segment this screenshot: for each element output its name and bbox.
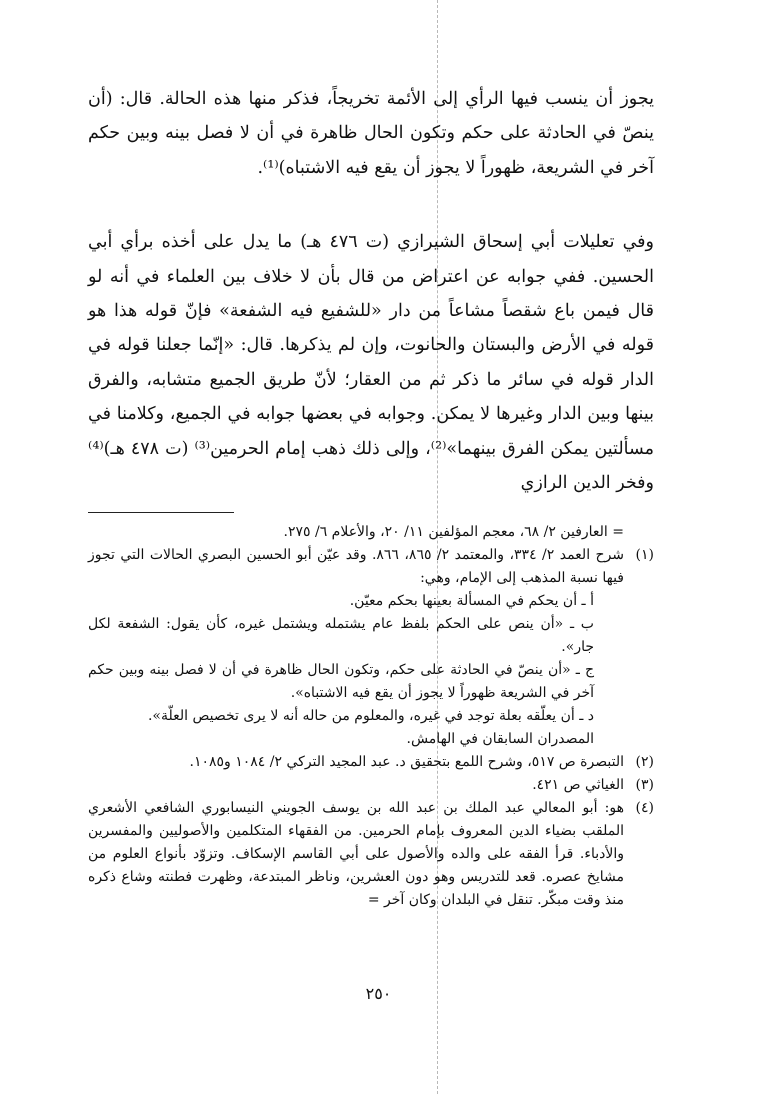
footnote-item-a: أ ـ أن يحكم في المسألة بعينها بحكم معيّن.	[349, 593, 594, 610]
footnote-text: الغياثي ص ٤٢١.	[532, 777, 624, 794]
footnote-marker: (٤)	[635, 800, 654, 817]
book-page	[88, 82, 654, 1032]
footnote-3	[88, 774, 654, 797]
footnote-item-d: د ـ أن يعلّقه بعلة توجد في غيره، والمعلوم من حاله أنه لا يرى تخصيص العلّة».	[147, 708, 594, 725]
footnotes	[88, 521, 654, 912]
main-paragraph-1: يجوز أن ينسب فيها الرأي إلى الأئمة تخريجاً، فذكر منها هذه الحالة. قال: (أن ينصّ في الحادثة على حكم وتكون الحال ظاهرة في أن لا فصل بينه وبين حكم آخر في الشريعة، ظهوراً لا يجوز أن يقع فيه الاشتباه)⁽¹⁾.	[88, 89, 654, 178]
footnote-continuation: = العارفين ٢/ ٦٨، معجم المؤلفين ١١/ ٢٠، والأعلام ٦/ ٢٧٥.	[283, 524, 624, 541]
footnote-body	[88, 544, 624, 751]
footnote-separator	[88, 512, 234, 513]
footnote-marker: (٢)	[635, 754, 654, 771]
footnote-text: التبصرة ص ٥١٧، وشرح اللمع بتحقيق د. عبد المجيد التركي ٢/ ١٠٨٤ و١٠٨٥.	[189, 754, 624, 771]
footnote-item-sources: المصدران السابقان في الهامش.	[406, 731, 594, 748]
footnote-item-c: ج ـ «أن ينصّ في الحادثة على حكم، وتكون الحال ظاهرة في أن لا فصل بينه وبين حكم آخر في الشريعة ظهوراً لا يجوز أن يقع فيه الاشتباه».	[88, 662, 594, 702]
footnote-4	[88, 797, 654, 912]
footnote-item-b: ب ـ «أن ينص على الحكم بلفظ عام يشتمله ويشتمل غيره، كأن يقول: الشفعة لكل جار».	[88, 616, 594, 656]
footnote-1	[88, 544, 654, 751]
footnote-2	[88, 751, 654, 774]
footnote-text: شرح العمد ٢/ ٣٣٤، والمعتمد ٢/ ٨٦٥، ٨٦٦. وقد عيّن أبو الحسين البصري الحالات التي تجوز فيها نسبة المذهب إلى الإمام، وهي:	[88, 547, 625, 587]
footnote-marker: (٣)	[635, 777, 654, 794]
footnote-marker: (١)	[635, 547, 654, 564]
page-number: ٢٥٠	[365, 984, 392, 1003]
main-paragraph-2: وفي تعليلات أبي إسحاق الشيرازي (ت ٤٧٦ هـ) ما يدل على أخذه برأي أبي الحسين. ففي جوابه عن اعتراض من قال بأن لا خلاف بين العلماء في أنه لو قال فيمن باع شقصاً مشاعاً من دار «للشفيع فيه الشفعة» فإنّ قوله هذا هو قوله في الأرض والبستان والحانوت، وإن لم يذكرها. قال: «إنّما جعلنا قوله في الدار قوله في سائر ما ذكر ثم من العقار؛ لأنّ طريق الجميع متشابه، والفرق بينها وبين الدار وغيرها لا يمكن. وجوابه في بعضها جوابه في الجميع، وكلامنا في مسألتين يمكن الفرق بينهما»⁽²⁾، وإلى ذلك ذهب إمام الحرمين⁽³⁾ (ت ٤٧٨ هـ)⁽⁴⁾ وفخر الدين الرازي	[88, 232, 654, 494]
footnote-text: هو: أبو المعالي عبد الملك بن عبد الله بن يوسف الجويني النيسابوري الشافعي الأشعري الملقب بضياء الدين المعروف بإمام الحرمين. من الفقهاء المتكلمين والأصوليين والمفسرين والأدباء. قرأ الفقه على والده والأصول على أبي القاسم الإسكاف. وتزوّد بأنواع العلوم من مشايخ عصره. قعد للتدريس وهو دون العشرين، وناظر المبتدعة، وظهرت فطنته وشاع ذكره منذ وقت مبكّر. تنقل في البلدان وكان آخر =	[88, 800, 624, 909]
